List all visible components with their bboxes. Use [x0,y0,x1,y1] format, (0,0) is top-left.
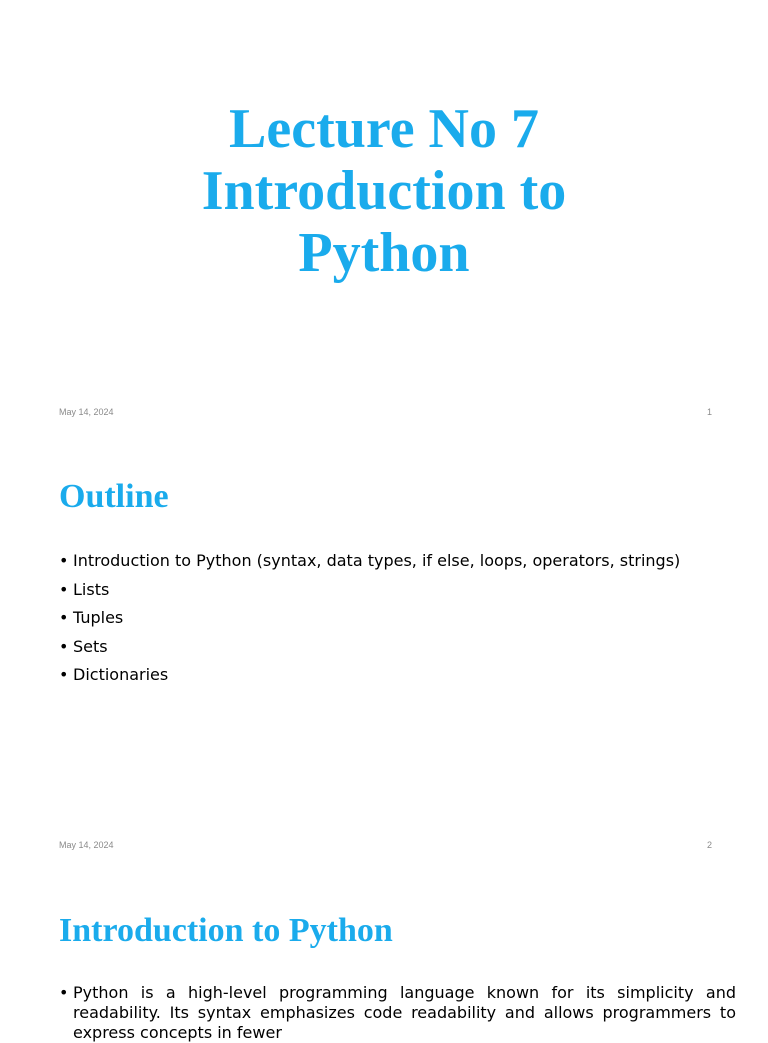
slide-heading: Outline [59,478,169,515]
outline-list [59,547,739,690]
slide-date: May 14, 2024 [59,407,114,417]
title-line: Introduction to [201,160,567,222]
slide-1 [0,0,768,433]
intro-paragraph: • Python is a high-level programming language known for its simplicity and readability. Its syntax emphasizes code readability and allows programmers to express concepts in fewer [59,983,736,1043]
slide-heading: Introduction to Python [59,912,393,949]
list-item: • Lists [59,576,739,605]
list-item: • Introduction to Python (syntax, data types, if else, loops, operators, strings) [59,547,739,576]
slide-number: 1 [706,407,712,417]
list-item: • Tuples [59,604,739,633]
slide-date: May 14, 2024 [59,840,114,850]
slide-3 [0,867,768,1042]
lecture-title [0,98,768,284]
title-line: Python [298,222,470,284]
list-item: • Sets [59,633,739,662]
list-item: • Dictionaries [59,661,739,690]
slide-number: 2 [706,840,712,850]
title-line: Lecture No 7 [229,98,539,160]
slide-2 [0,433,768,867]
